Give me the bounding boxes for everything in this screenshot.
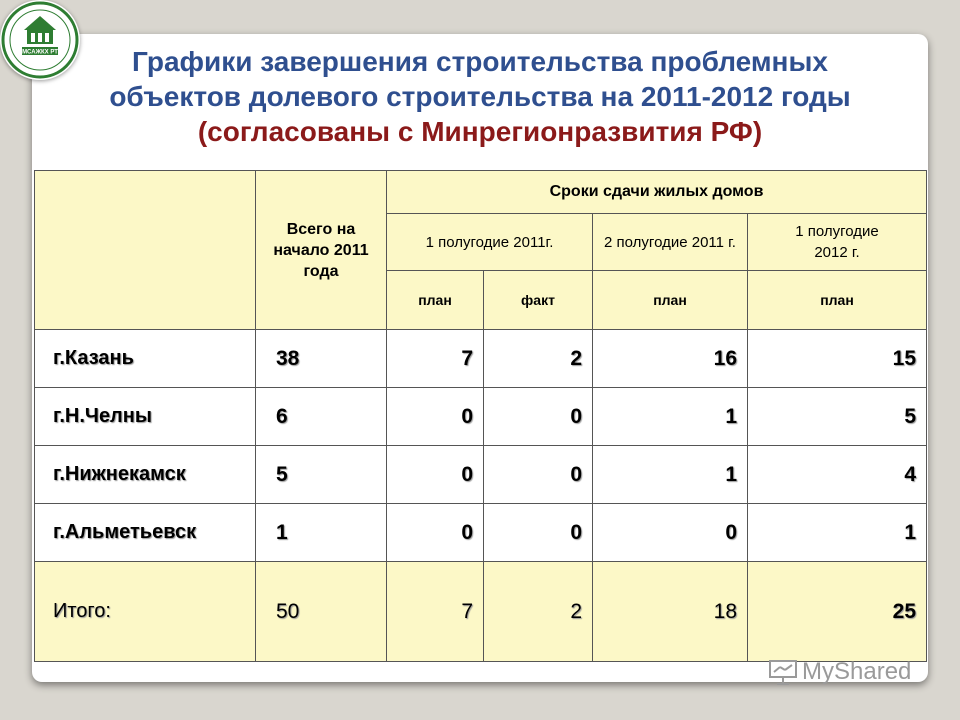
total-cell: 6 (256, 388, 387, 446)
header-period-2: 2 полугодие 2011 г. (593, 214, 748, 271)
total-row (35, 562, 927, 662)
header-sub-plan-2: план (593, 271, 748, 330)
total-cell: 5 (256, 446, 387, 504)
h1-plan-cell: 0 (387, 388, 484, 446)
watermark-text: MyShared (802, 658, 912, 685)
header-sub-plan-3: план (748, 271, 927, 330)
h3-plan-cell: 15 (748, 330, 927, 388)
h1-plan-cell: 7 (387, 562, 484, 662)
table-row (35, 446, 927, 504)
h1-plan-cell: 0 (387, 446, 484, 504)
h1-fact-cell: 2 (484, 562, 593, 662)
h2-plan-cell: 1 (593, 388, 748, 446)
h3-plan-cell: 4 (748, 446, 927, 504)
h1-plan-cell: 0 (387, 504, 484, 562)
h1-fact-cell: 0 (484, 504, 593, 562)
h3-plan-cell: 5 (748, 388, 927, 446)
header-total-cell: Всего на начало 2011 года (256, 171, 387, 330)
h1-fact-cell: 0 (484, 388, 593, 446)
header-city-cell (35, 171, 256, 330)
header-sub-fact-1: факт (484, 271, 593, 330)
header-sub-plan-1: план (387, 271, 484, 330)
h2-plan-cell: 18 (593, 562, 748, 662)
title-line-1: Графики завершения строительства проблемных (132, 46, 828, 77)
header-row-1 (35, 171, 927, 214)
city-cell: г.Альметьевск (35, 504, 256, 562)
schedule-table (34, 170, 927, 662)
city-cell: г.Казань (35, 330, 256, 388)
svg-text:МСАЖКХ РТ: МСАЖКХ РТ (22, 49, 58, 56)
total-cell: 38 (256, 330, 387, 388)
city-cell: г.Нижнекамск (35, 446, 256, 504)
header-period-1: 1 полугодие 2011г. (387, 214, 593, 271)
table-row (35, 388, 927, 446)
h3-plan-cell: 1 (748, 504, 927, 562)
h1-plan-cell: 7 (387, 330, 484, 388)
total-label-cell: Итого: (35, 562, 256, 662)
h1-fact-cell: 2 (484, 330, 593, 388)
table-row (35, 330, 927, 388)
header-period-3: 1 полугодие 2012 г. (748, 214, 927, 271)
h1-fact-cell: 0 (484, 446, 593, 504)
h3-plan-cell: 25 (748, 562, 927, 662)
title-line-3: (согласованы с Минрегионразвития РФ) (197, 116, 763, 147)
h2-plan-cell: 16 (593, 330, 748, 388)
city-cell: г.Н.Челны (35, 388, 256, 446)
header-group-cell: Сроки сдачи жилых домов (387, 171, 927, 214)
watermark (768, 658, 911, 686)
page-title (32, 44, 928, 149)
total-cell: 1 (256, 504, 387, 562)
h2-plan-cell: 0 (593, 504, 748, 562)
table-row (35, 504, 927, 562)
h2-plan-cell: 1 (593, 446, 748, 504)
title-line-2: объектов долевого строительства на 2011-2012 годы (109, 81, 851, 112)
total-cell: 50 (256, 562, 387, 662)
presentation-icon (768, 658, 798, 686)
